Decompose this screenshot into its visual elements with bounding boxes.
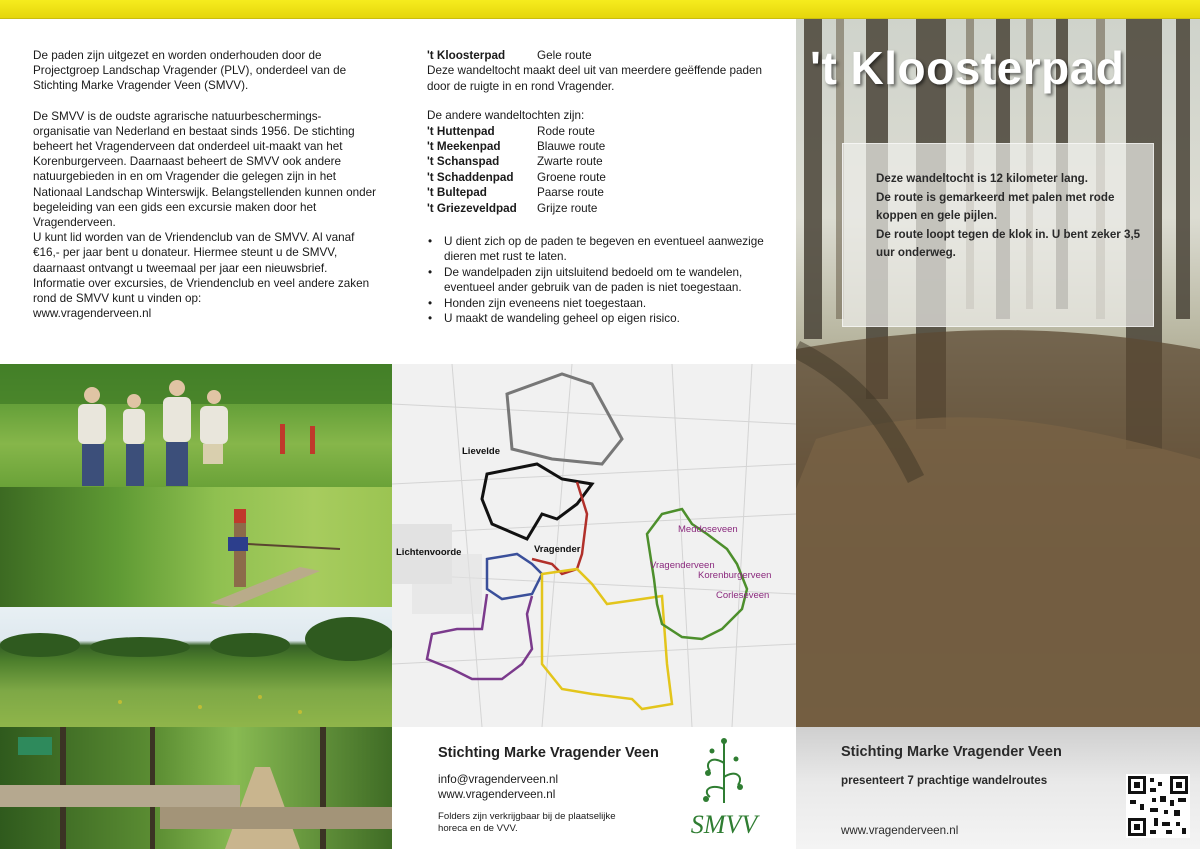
- rule-item: • De wandelpaden zijn uitsluitend bedoeld om te wandelen, eventueel ander gebruik van de paden is niet toegestaan.: [427, 265, 777, 296]
- rule-item: • U maakt de wandeling geheel op eigen risico.: [427, 311, 777, 326]
- membership-paragraph: U kunt lid worden van de Vriendenclub van de SMVV. Al vanaf €16,- per jaar bent u donateur. Hiermee steunt u de SMVV, daarnaast ontvangt u tweemaal per jaar een nieuwsbrief.: [33, 231, 355, 275]
- intro-text-column: [33, 48, 378, 321]
- main-route-description: Deze wandeltocht maakt deel uit van meerdere geëffende paden door de ruigte in en rond Vragender.: [427, 64, 763, 93]
- route-name: 't Schanspad: [427, 155, 500, 169]
- route-row: [427, 124, 777, 139]
- qr-code[interactable]: [1126, 774, 1190, 838]
- route-marking: De route is gemarkeerd met palen met rode koppen en gele pijlen.: [876, 190, 1115, 223]
- route-color: Groene route: [537, 170, 606, 184]
- route-name: 't Schaddenpad: [427, 170, 514, 184]
- route-direction-duration: De route loopt tegen de klok in. U bent zeker 3,5 uur onderweg.: [876, 227, 1141, 260]
- photo-forest-path: [0, 727, 392, 849]
- website-link[interactable]: www.vragenderveen.nl: [33, 307, 152, 321]
- tagline: presenteert 7 prachtige wandelroutes: [841, 774, 1048, 787]
- map-label-lichtenvoorde: Lichtenvoorde: [396, 547, 462, 558]
- contact-block: [438, 773, 558, 802]
- route-row: [427, 139, 777, 154]
- route-info-box: [842, 143, 1154, 327]
- route-post-illustration: [0, 487, 392, 607]
- route-row: [427, 201, 777, 216]
- intro-paragraph: De paden zijn uitgezet en worden onderhouden door de Projectgroep Landschap Vragender (PLV), onderdeel van de Stichting Marke Vragender Veen (SMVV).: [33, 49, 347, 93]
- walkers-illustration: [0, 364, 392, 487]
- smvv-logo: [674, 733, 774, 843]
- smvv-paragraph: De SMVV is de oudste agrarische natuurbeschermings-organisatie van Nederland en bestaat sinds 1956. De stichting beheert het Vragenderveen dat onderdeel uit-maakt van het Korenburgerveen. Daarnaast beheert de SMVV ook andere natuurgebieden in en om Vragender die gelegen zijn in het Nationaal Landschap Winterswijk. Belangstellenden kunnen onder begeleiding van een gids een excursie maken door het Vragenderveen.: [33, 109, 377, 230]
- top-accent-bar: [0, 0, 1200, 19]
- route-color: Zwarte route: [537, 155, 603, 169]
- map-label-vragenderveen: Vragenderveen: [650, 560, 715, 571]
- main-route-name: 't Kloosterpad: [427, 49, 506, 62]
- cover-title: 't Kloosterpad: [810, 42, 1125, 94]
- route-row: [427, 170, 777, 185]
- route-name: 't Griezeveldpad: [427, 201, 517, 215]
- routes-text-column: [427, 48, 777, 327]
- route-info-text: [876, 170, 1146, 263]
- route-color: Rode route: [537, 124, 595, 138]
- route-map: [392, 364, 796, 727]
- website-link[interactable]: www.vragenderveen.nl: [438, 787, 556, 801]
- rule-item: • Honden zijn eveneens niet toegestaan.: [427, 296, 777, 311]
- cover-photo-panel: [796, 19, 1200, 727]
- map-label-meddoseveen: Meddoseveen: [678, 524, 738, 535]
- qr-code-graphic: [1126, 774, 1190, 838]
- route-name: 't Bultepad: [427, 186, 487, 200]
- folder-note: Folders zijn verkrijgbaar bij de plaatselijke horeca en de VVV.: [438, 811, 616, 834]
- map-label-vragender: Vragender: [534, 544, 581, 555]
- info-paragraph: Informatie over excursies, de Vriendenclub en veel andere zaken rond de SMVV kunt u vinden op:: [33, 276, 370, 306]
- rule-item: • U dient zich op de paden te begeven en eventueel aanwezige dieren met rust te laten.: [427, 234, 777, 265]
- smvv-logo-graphic: [674, 733, 774, 843]
- website-link[interactable]: www.vragenderveen.nl: [841, 824, 959, 837]
- map-label-lievelde: Lievelde: [462, 446, 501, 457]
- map-label-corleseveen: Corleseveen: [716, 590, 770, 601]
- route-name: 't Meekenpad: [427, 140, 501, 154]
- route-color: Grijze route: [537, 201, 598, 215]
- forest-illustration: [796, 19, 1200, 727]
- smvv-logo-text: SMVV: [690, 810, 758, 839]
- contact-footer: [392, 727, 796, 849]
- meadow-illustration: [0, 607, 392, 727]
- route-length: Deze wandeltocht is 12 kilometer lang.: [876, 172, 1088, 185]
- email-link[interactable]: info@vragenderveen.nl: [438, 773, 559, 786]
- organization-name: Stichting Marke Vragender Veen: [438, 745, 659, 761]
- cover-footer: [796, 727, 1200, 849]
- route-color: Blauwe route: [537, 140, 606, 154]
- map-label-korenburgerveen: Korenburgerveen: [698, 570, 772, 581]
- route-map-drawing: [392, 364, 796, 727]
- photo-route-marker: [0, 487, 392, 607]
- photo-walkers: [0, 364, 392, 487]
- photo-meadow: [0, 607, 392, 727]
- route-name: 't Huttenpad: [427, 124, 495, 138]
- other-routes-intro: De andere wandeltochten zijn:: [427, 109, 585, 123]
- main-route-color: Gele route: [537, 49, 592, 62]
- organization-name: Stichting Marke Vragender Veen: [841, 744, 1062, 760]
- route-color: Paarse route: [537, 186, 604, 200]
- route-row: [427, 185, 777, 200]
- route-list: [427, 124, 777, 216]
- route-row: [427, 154, 777, 169]
- rules-list: [427, 234, 777, 326]
- forest-path-illustration: [0, 727, 392, 849]
- main-route-row: [427, 48, 777, 63]
